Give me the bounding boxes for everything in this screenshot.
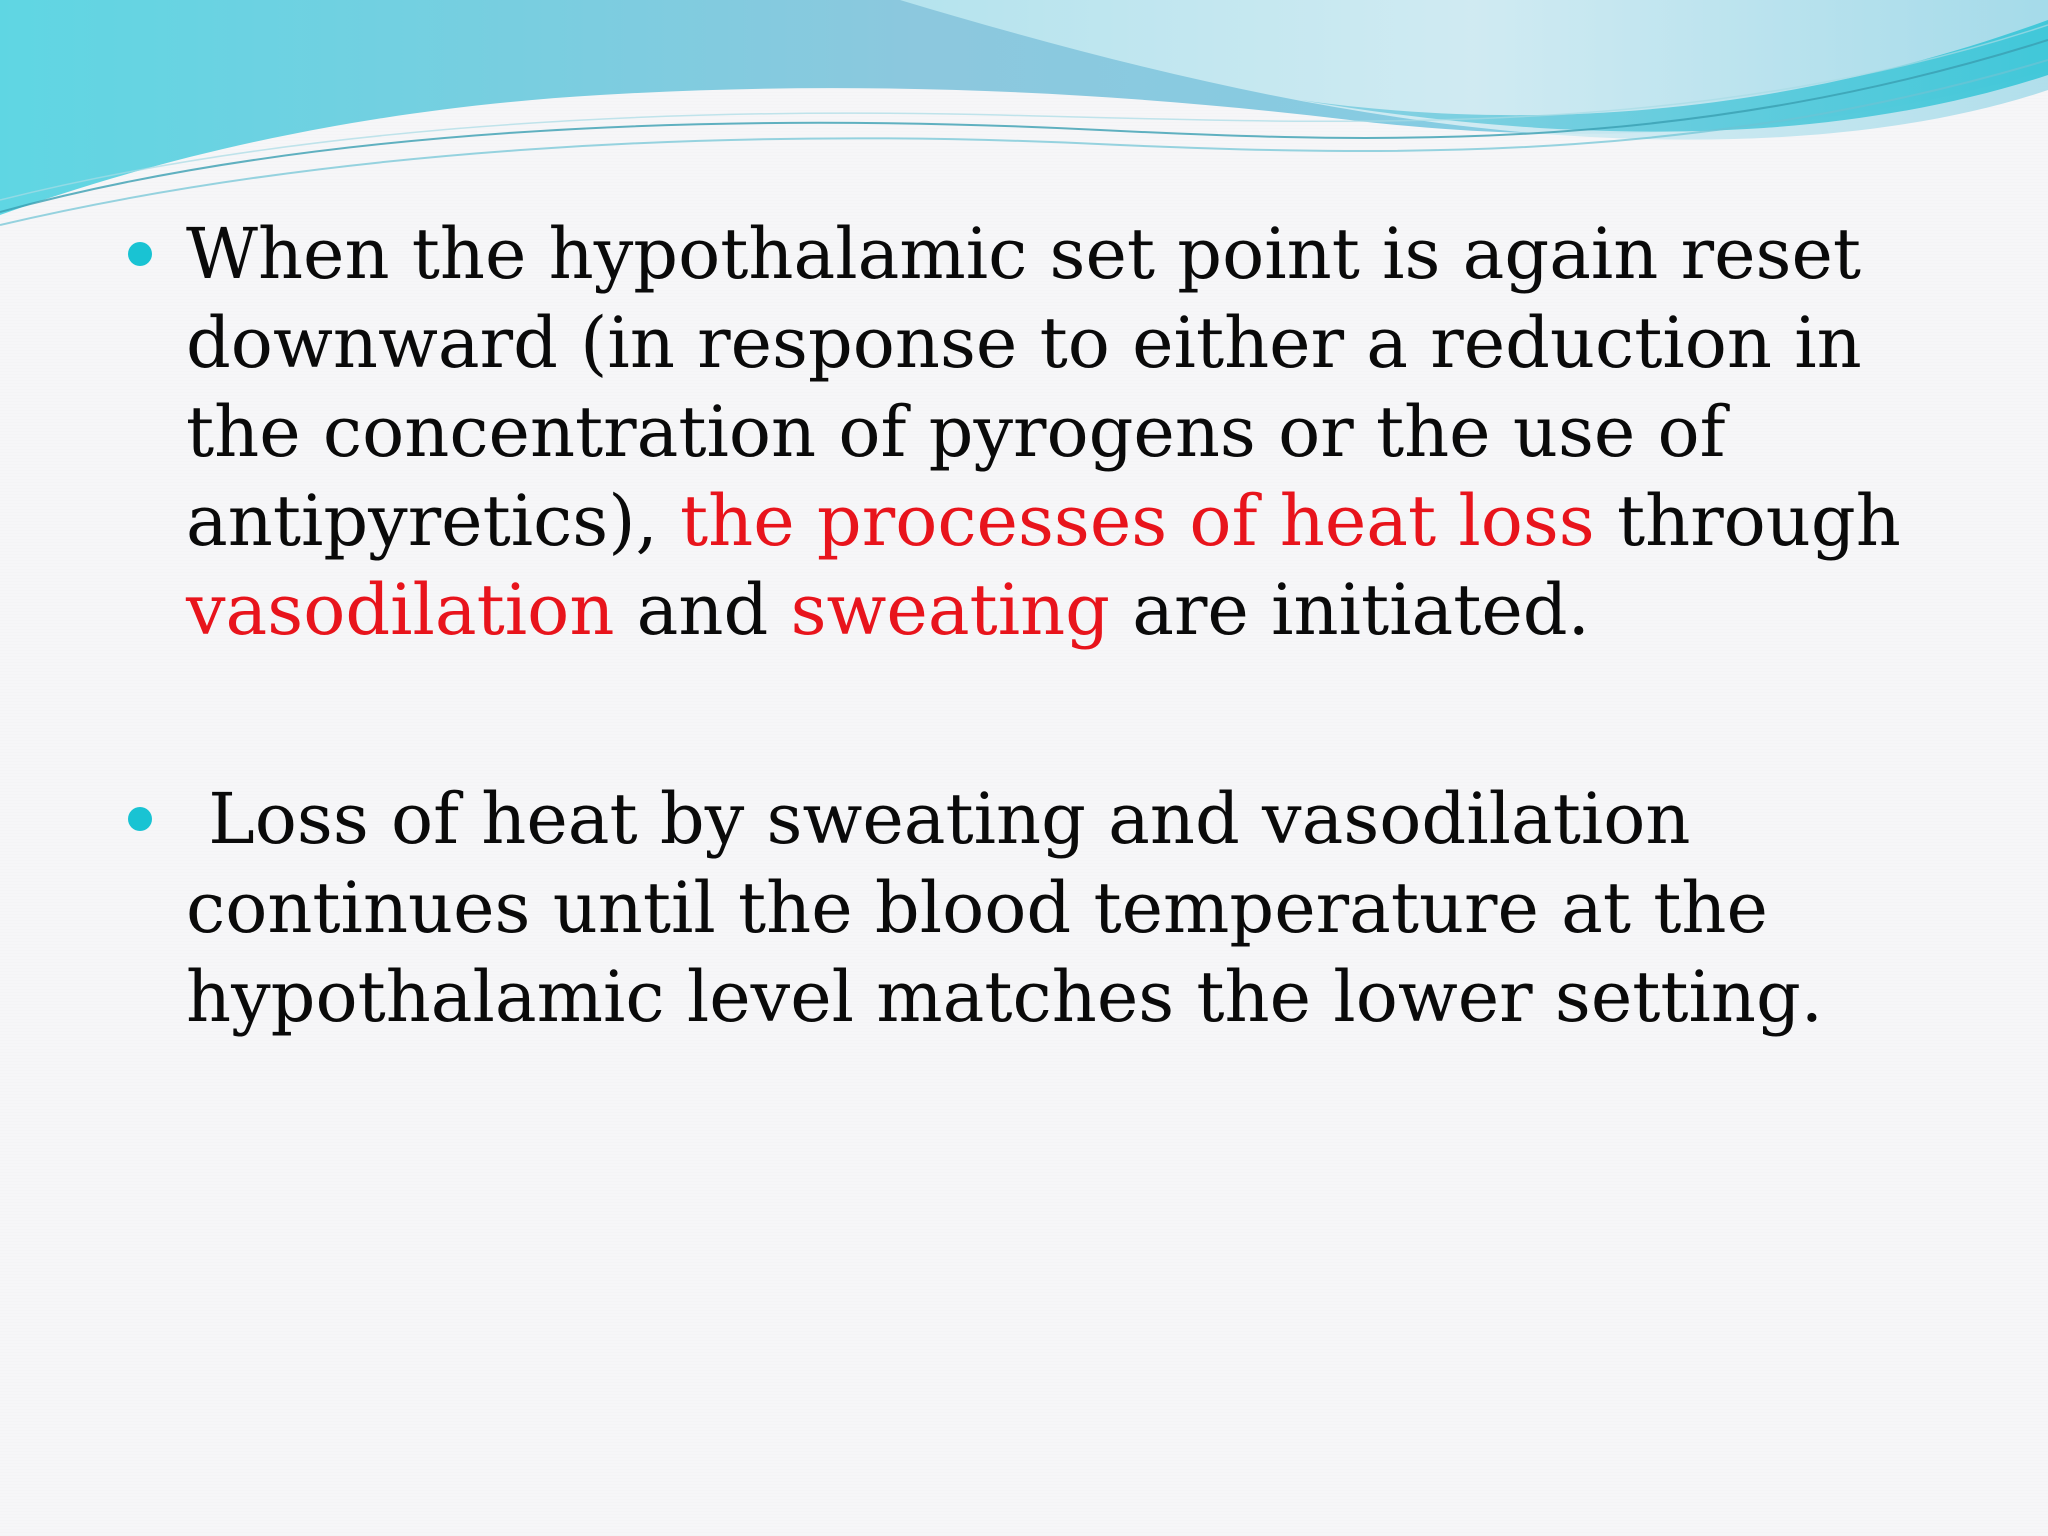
header-wave-decoration: [0, 0, 2048, 240]
bullet-text: [186, 213, 1901, 651]
highlighted-word-vasodilation: vasodilation: [186, 569, 615, 651]
bullet-dot-icon: [128, 807, 152, 831]
bullet-dot-icon: [128, 242, 152, 266]
text-segment: When the hypothalamic set point is again reset downward (in response to either a reduction in the concentration of pyrogens or the use of antipyretics),: [186, 213, 1862, 562]
text-segment: and: [614, 569, 791, 651]
text-segment: Loss of heat by sweating and vasodilation continues until the blood temperature at the hypothalamic level matches the lower setting.: [186, 778, 1824, 1038]
text-segment: are initiated.: [1109, 569, 1590, 651]
bullet-text: [186, 778, 1823, 1038]
highlighted-phrase-heat-loss: the processes of heat loss: [680, 480, 1595, 562]
bullet-item-1: [128, 210, 1958, 655]
bullet-item-2: [128, 775, 1958, 1042]
bullet-list: [128, 210, 1958, 1042]
highlighted-word-sweating: sweating: [790, 569, 1110, 651]
text-segment: through: [1594, 480, 1901, 562]
